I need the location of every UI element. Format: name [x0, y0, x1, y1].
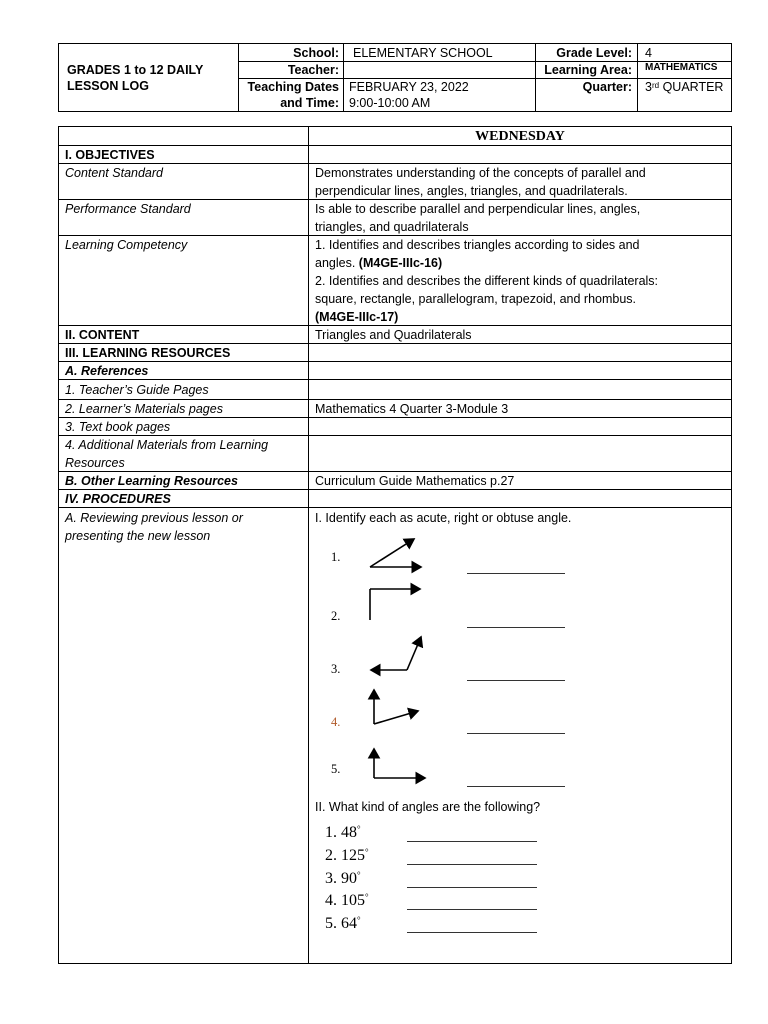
angle-measure: [325, 870, 361, 888]
quarter-number: 3: [645, 80, 652, 94]
item-number: 4.: [325, 892, 337, 909]
answer-blank[interactable]: [467, 786, 565, 787]
quarter-suffix: rd: [651, 81, 660, 90]
answer-blank[interactable]: [407, 909, 537, 910]
answer-blank[interactable]: [407, 841, 537, 842]
title-line-1: GRADES 1 to 12 DAILY: [67, 63, 204, 77]
text-line: Resources: [65, 456, 125, 470]
teacher-label: Teacher:: [287, 63, 339, 77]
exercise-1-number: 1.: [331, 550, 341, 564]
item-number: 5.: [325, 915, 337, 932]
text-line: Is able to describe parallel and perpendicular lines, angles,: [315, 202, 641, 216]
angle-measure: [325, 824, 361, 842]
answer-blank[interactable]: [407, 887, 537, 888]
references-heading: A. References: [65, 364, 149, 378]
teachers-guide-label: 1. Teacher’s Guide Pages: [65, 383, 209, 397]
procedures-heading: IV. PROCEDURES: [65, 492, 171, 506]
text-line: 2. Identifies and describes the different kinds of quadrilaterals:: [315, 274, 659, 288]
day-heading: WEDNESDAY: [475, 129, 565, 144]
content-heading: II. CONTENT: [65, 328, 140, 342]
angle-measure: [325, 915, 361, 933]
angle-measure: [325, 847, 369, 865]
answer-blank[interactable]: [407, 932, 537, 933]
text-line: square, rectangle, parallelogram, trapezoid, and rhombus.: [315, 292, 637, 306]
learning-area-value: MATHEMATICS: [645, 62, 718, 73]
degree-symbol: °: [365, 892, 369, 902]
dates-label-line-1: Teaching Dates: [247, 80, 339, 94]
title-line-2: LESSON LOG: [67, 79, 149, 93]
text-fragment: angles.: [315, 256, 356, 270]
exercise-1-number: 4.: [331, 715, 341, 729]
grade-level-value: 4: [645, 46, 652, 60]
answer-blank[interactable]: [467, 733, 565, 734]
school-label: School:: [293, 46, 339, 60]
degree-symbol: °: [365, 847, 369, 857]
right-angle-figure: [370, 589, 420, 620]
item-number: 2.: [325, 847, 337, 864]
school-value: ELEMENTARY SCHOOL: [353, 46, 493, 60]
item-number: 1.: [325, 824, 337, 841]
quarter-value: [645, 79, 723, 95]
acute-angle-figure: [374, 690, 418, 724]
lesson-log-title: [67, 62, 237, 94]
acute-angle-figure: [370, 539, 421, 567]
text-line: 1. Identifies and describes triangles according to sides and: [315, 238, 640, 252]
right-angle-figure: [374, 749, 425, 778]
exercise-1-number: 3.: [331, 662, 341, 676]
competency-code: (M4GE-IIIc-17): [315, 310, 399, 324]
answer-blank[interactable]: [407, 864, 537, 865]
degree-symbol: °: [357, 915, 361, 925]
angle-value: 90: [341, 870, 357, 887]
exercise-1-number: 2.: [331, 609, 341, 623]
text-line: perpendicular lines, angles, triangles, and quadrilaterals.: [315, 184, 628, 198]
performance-standard-label: Performance Standard: [65, 202, 191, 216]
quarter-word: QUARTER: [662, 80, 724, 94]
item-number: 3.: [325, 870, 337, 887]
text-line: triangles, and quadrilaterals: [315, 220, 469, 234]
learning-area-label: Learning Area:: [544, 63, 632, 77]
textbook-label: 3. Text book pages: [65, 420, 171, 434]
content-standard-label: Content Standard: [65, 166, 163, 180]
obtuse-angle-figure: [371, 637, 421, 670]
dates-label-line-2: and Time:: [280, 96, 339, 110]
exercise-2-instruction: II. What kind of angles are the following?: [315, 800, 541, 814]
text-line: Demonstrates understanding of the concepts of parallel and: [315, 166, 646, 180]
answer-blank[interactable]: [467, 680, 565, 681]
angle-value: 105: [341, 892, 365, 909]
angle-value: 64: [341, 915, 357, 932]
degree-symbol: °: [357, 870, 361, 880]
exercise-1-instruction: I. Identify each as acute, right or obtuse angle.: [315, 511, 572, 525]
other-resources-value: Curriculum Guide Mathematics p.27: [315, 474, 515, 488]
learning-resources-heading: III. LEARNING RESOURCES: [65, 346, 231, 360]
other-resources-label: B. Other Learning Resources: [65, 474, 238, 488]
grade-level-label: Grade Level:: [556, 46, 632, 60]
angle-value: 48: [341, 824, 357, 841]
text-line: A. Reviewing previous lesson or: [65, 511, 243, 525]
date-value: FEBRUARY 23, 2022: [349, 80, 469, 94]
header-table: [58, 43, 732, 112]
exercise-1-number: 5.: [331, 762, 341, 776]
angle-figures: [59, 127, 731, 963]
answer-blank[interactable]: [467, 627, 565, 628]
text-line: 4. Additional Materials from Learning: [65, 438, 269, 452]
lesson-table: [58, 126, 732, 964]
learners-materials-value: Mathematics 4 Quarter 3-Module 3: [315, 402, 509, 416]
time-value: 9:00-10:00 AM: [349, 96, 431, 110]
learning-competency-label: Learning Competency: [65, 238, 188, 252]
quarter-label: Quarter:: [582, 80, 632, 94]
answer-blank[interactable]: [467, 573, 565, 574]
angle-measure: [325, 892, 369, 910]
objectives-heading: I. OBJECTIVES: [65, 148, 155, 162]
content-value: Triangles and Quadrilaterals: [315, 328, 472, 342]
learners-materials-label: 2. Learner’s Materials pages: [65, 402, 223, 416]
competency-code: (M4GE-IIIc-16): [358, 256, 443, 270]
text-line: presenting the new lesson: [65, 529, 211, 543]
degree-symbol: °: [357, 824, 361, 834]
angle-value: 125: [341, 847, 365, 864]
